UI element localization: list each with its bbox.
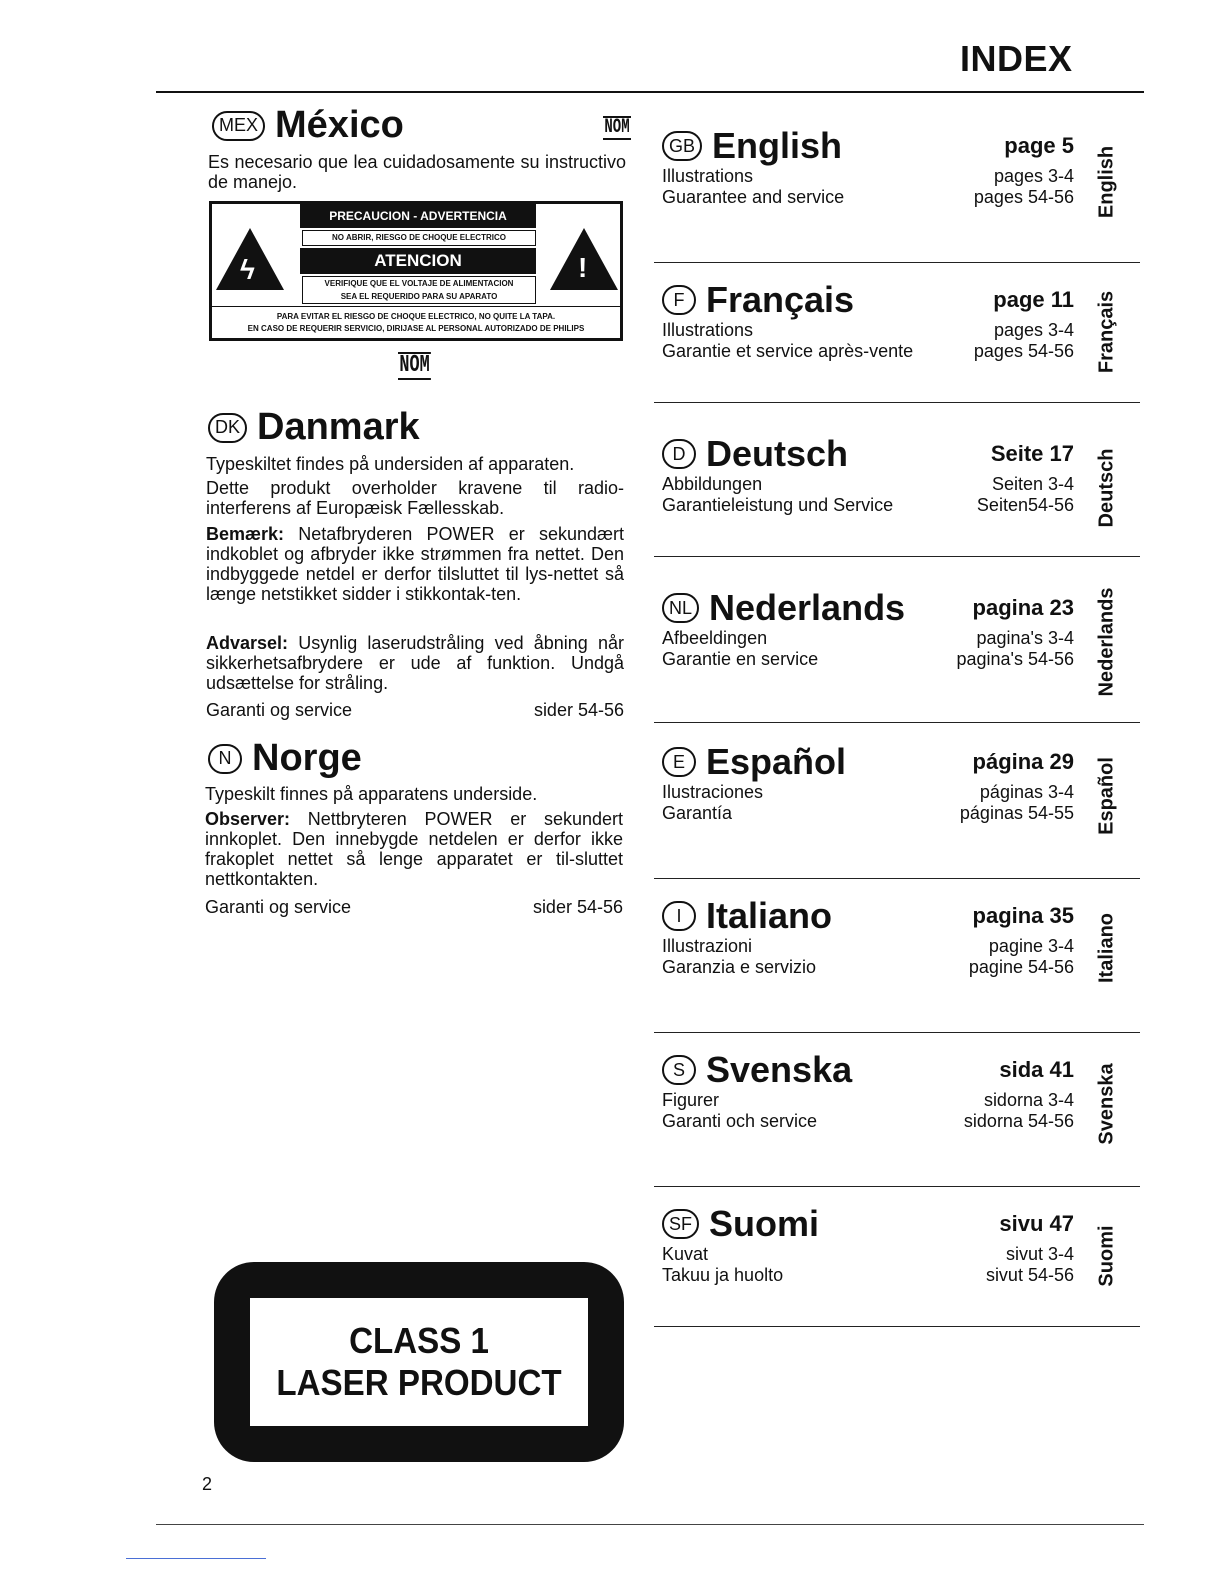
warning-line-1: NO ABRIR, RIESGO DE CHOQUE ELECTRICO [302, 230, 536, 246]
index-entry-espanol: E Español página 29 Ilustraciones páginas 3-4 Garantía páginas 54-55 [662, 741, 1074, 823]
index-entry-francais: F Français page 11 Illustrations pages 3-4 Garantie et service après-vente pages 54-56 [662, 279, 1074, 361]
warning-bar-precaucion: PRECAUCION - ADVERTENCIA [300, 204, 536, 228]
danmark-p3: Bemærk: Netafbryderen POWER er sekundært indkoblet og afbryder ikke strømmen fra nettet. Den indbyggede netdel er derfor tilsluttet til lys-nettet så længe netstikket sidder i stikkontak-ten. [206, 524, 624, 604]
side-tab-italiano: Italiano [1095, 912, 1118, 984]
suomi-page: sivu 47 [999, 1211, 1074, 1236]
side-tab-english: English [1095, 145, 1118, 219]
warning-line-2a: VERIFIQUE QUE EL VOLTAJE DE ALIMENTACION [302, 276, 536, 291]
index-entry-suomi: SF Suomi sivu 47 Kuvat sivut 3-4 Takuu ja huolto sivut 54-56 [662, 1203, 1074, 1285]
norge-p1: Typeskilt finnes på apparatens underside. [205, 784, 538, 804]
page-number: 2 [202, 1474, 213, 1494]
svenska-badge: S [662, 1055, 696, 1085]
index-entry-english: GB English page 5 Illustrations pages 3-4 Guarantee and service pages 54-56 [662, 125, 1074, 207]
espanol-badge: E [662, 747, 696, 777]
danmark-heading [208, 406, 420, 449]
nom-mark: NOM [604, 116, 630, 139]
norge-title: Norge [252, 737, 362, 779]
bottom-rule [156, 1524, 1144, 1525]
norge-p2: Observer: Nettbryteren POWER er sekundert innkoplet. Den innebygde netdelen er derfor ikke frakoplet nettet så lenge apparatet er til-sluttet nettkontakten. [205, 809, 623, 889]
laser-line-1: CLASS 1 [349, 1320, 489, 1361]
svenska-page: sida 41 [999, 1057, 1074, 1082]
separator [654, 556, 1140, 557]
danmark-p4: Advarsel: Usynlig laserudstråling ved åbning når sikkerhetsafbrydere er ude af funktion. Undgå udsættelse for stråling. [206, 633, 624, 693]
separator [654, 878, 1140, 879]
side-tab-francais: Français [1095, 290, 1118, 374]
nederlands-badge: NL [662, 593, 699, 623]
side-tab-svenska: Svenska [1095, 1063, 1118, 1145]
laser-class-label [214, 1262, 624, 1462]
norge-badge: N [208, 744, 242, 774]
deutsch-page: Seite 17 [990, 441, 1074, 466]
side-tab-nederlands: Nederlands [1095, 587, 1118, 697]
index-title: INDEX [960, 38, 1073, 79]
side-tab-espanol: Español [1095, 757, 1118, 835]
danmark-p2: Dette produkt overholder kravene til radio-interferens af Europæisk Fællesskab. [206, 478, 624, 518]
deutsch-badge: D [662, 439, 696, 469]
separator [654, 1032, 1140, 1033]
index-entry-deutsch: D Deutsch Seite 17 Abbildungen Seiten 3-4 Garantieleistung und Service Seiten54-56 [662, 433, 1074, 515]
norge-service: Garanti og service sider 54-56 [205, 897, 623, 917]
side-tab-deutsch: Deutsch [1095, 448, 1118, 528]
warning-foot-2: EN CASO DE REQUERIR SERVICIO, DIRIJASE AL PERSONAL AUTORIZADO DE PHILIPS [247, 324, 585, 333]
francais-page: page 11 [993, 287, 1074, 312]
separator [654, 262, 1140, 263]
danmark-service: Garanti og service sider 54-56 [206, 700, 624, 720]
mexico-heading [212, 104, 404, 147]
separator [654, 1186, 1140, 1187]
separator [654, 402, 1140, 403]
nom-mark-2: NOM [399, 352, 430, 379]
index-entry-svenska: S Svenska sida 41 Figurer sidorna 3-4 Garanti och service sidorna 54-56 [662, 1049, 1074, 1131]
blue-line [126, 1558, 266, 1559]
espanol-page: página 29 [972, 749, 1074, 774]
danmark-badge: DK [208, 413, 247, 443]
mexico-badge: MEX [212, 111, 265, 141]
italiano-page: pagina 35 [972, 903, 1074, 928]
mexico-title: México [275, 104, 404, 146]
warning-bar-atencion: ATENCION [300, 248, 536, 274]
danmark-title: Danmark [257, 406, 420, 448]
nederlands-page: pagina 23 [972, 595, 1074, 620]
separator [654, 1326, 1140, 1327]
english-page: page 5 [1004, 133, 1074, 158]
warning-label: ϟ ! PRECAUCION - ADVERTENCIA NO ABRIR, RIESGO DE CHOQUE ELECTRICO ATENCION VERIFIQUE QUE EL VOLTAJE DE ALIMENTACION SEA EL REQUERIDO PARA SU APARATO PARA EVITAR EL RIESGO DE CHOQUE ELECTRICO, NO QUITE LA TAPA. EN CASO DE REQUERIR SERVICIO, DIRIJASE AL PERSONAL AUTORIZADO DE PHILIPS [209, 201, 623, 341]
english-badge: GB [662, 131, 702, 161]
separator [654, 722, 1140, 723]
danmark-p1: Typeskiltet findes på undersiden af apparaten. [206, 454, 575, 474]
italiano-badge: I [662, 901, 696, 931]
laser-line-2: LASER PRODUCT [276, 1362, 562, 1403]
suomi-badge: SF [662, 1209, 699, 1239]
side-tab-suomi: Suomi [1095, 1225, 1118, 1287]
warning-line-2b: SEA EL REQUERIDO PARA SU APARATO [302, 290, 536, 304]
mexico-text: Es necesario que lea cuidadosamente su instructivo de manejo. [208, 152, 626, 192]
index-entry-italiano: I Italiano pagina 35 Illustrazioni pagine 3-4 Garanzia e servizio pagine 54-56 [662, 895, 1074, 977]
francais-badge: F [662, 285, 696, 315]
top-rule [156, 91, 1144, 93]
index-entry-nederlands: NL Nederlands pagina 23 Afbeeldingen pagina's 3-4 Garantie en service pagina's 54-56 [662, 587, 1074, 669]
norge-heading [208, 737, 362, 780]
warning-foot-1: PARA EVITAR EL RIESGO DE CHOQUE ELECTRICO, NO QUITE LA TAPA. [276, 312, 556, 321]
